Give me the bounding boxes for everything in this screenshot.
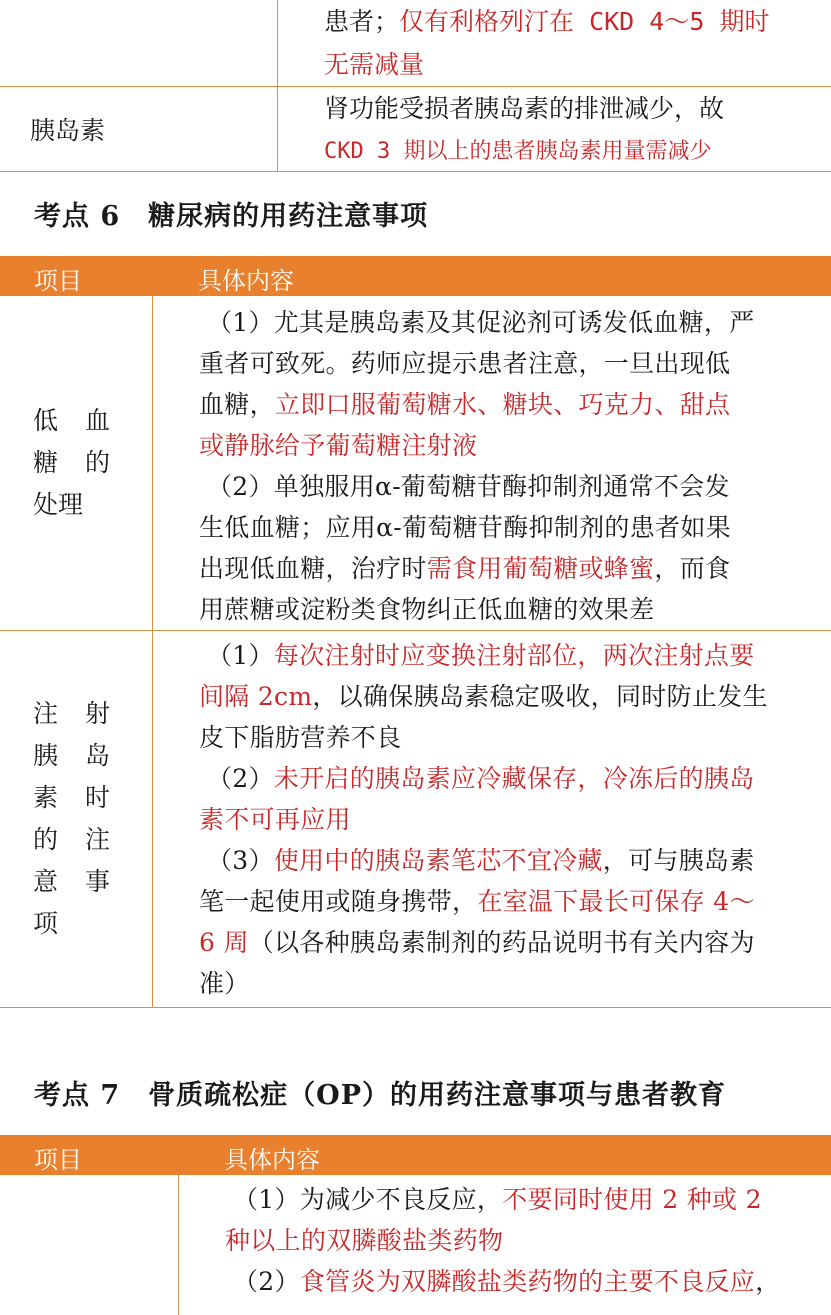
content-cell: （1）为减少不良反应，不要同时使用 2 种或 2 种以上的双膦酸盐类药物 （2）食管炎为双膦酸盐类药物的主要不良反应，: [225, 1185, 781, 1296]
top-table: [0, 0, 831, 172]
table-row: [0, 296, 831, 631]
table-header: 项目 具体内容: [0, 1135, 831, 1175]
section-title: 考点 7 骨质疏松症（OP）的用药注意事项与患者教育: [34, 1080, 727, 1111]
table-row: [0, 631, 831, 1008]
table: [0, 1175, 831, 1315]
section-title: 考点 6 糖尿病的用药注意事项: [34, 201, 429, 232]
empty-label-cell: [0, 0, 278, 86]
table-header: 项目 具体内容: [0, 256, 831, 296]
row-label: 注 射 胰 岛 素 时 的 注 意 事 项: [33, 699, 111, 938]
content-cell: （1）每次注射时应变换注射部位，两次注射点要 间隔 2cm，以确保胰岛素稳定吸收，同时防止发生 皮下脂肪营养不良 （2）未开启的胰岛素应冷藏保存，冷冻后的胰岛 素不可再应用 （3）使用中的胰岛素笔芯不宜冷藏，可与胰岛素 笔一起使用或随身携带，在室温下最长可保存 4～ 6 周（以各种胰岛素制剂的药品说明书有关内容为 准）: [199, 641, 768, 998]
content-cell: 肾功能受损者胰岛素的排泄减少，故 CKD 3 期以上的患者胰岛素用量需减少: [324, 94, 725, 164]
label-cell: [0, 631, 153, 1007]
label-cell: [0, 1175, 179, 1315]
table-row: [0, 0, 831, 87]
row-label: 低 血 糖 的 处理: [33, 406, 111, 519]
table-row: [0, 87, 831, 172]
label-cell: [0, 296, 153, 630]
content-cell: 患者；仅有利格列汀在 CKD 4～5 期时 无需减量: [324, 7, 770, 79]
content-cell: （1）尤其是胰岛素及其促泌剂可诱发低血糖，严 重者可致死。药师应提示患者注意，一旦出现低 血糖，立即口服葡萄糖水、糖块、巧克力、甜点 或静脉给予葡萄糖注射液 （2）单独服用α-葡萄糖苷酶抑制剂通常不会发 生低血糖；应用α-葡萄糖苷酶抑制剂的患者如果 出现低血糖，治疗时需食用葡萄糖或蜂蜜，而食 用蔗糖或淀粉类食物纠正低血糖的效果差: [199, 308, 755, 624]
table: [0, 296, 831, 1008]
label-cell: 胰岛素: [0, 87, 278, 171]
table-row: [0, 1175, 831, 1315]
